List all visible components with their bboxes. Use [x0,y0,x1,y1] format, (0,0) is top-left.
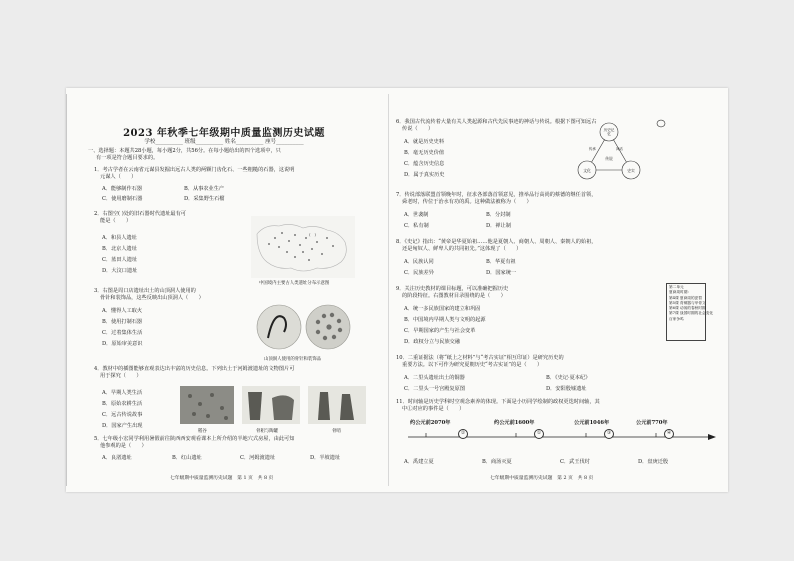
timeline-mark-3: ③ [604,429,614,439]
q4-stem: 4．教材中的插图能够直观表达出丰富的历史信息。下列出土于河姆渡遗址的文物图片可 [94,366,295,372]
ancient-human-sites-map [251,216,355,278]
timeline-label-1: 约公元前2070年 [410,420,451,426]
q5-stem: 5．七年级小宏同学利用暑假前往陕西西安观看课本上所介绍的半地穴式房屋，由此可知 [94,436,295,442]
artifact-caption-rice: 稻谷 [198,429,207,434]
q11-option-b[interactable]: B．商汤灭夏 [482,459,512,465]
q9-option-b[interactable]: B．中国境内早期人类与文明的起源 [404,317,486,323]
q4-option-d[interactable]: D．国家产生出现 [102,423,143,429]
q8-option-c[interactable]: C．民族差异 [404,270,434,276]
artifact-caption-bone-whistle: 骨哨 [332,429,341,434]
timeline-label-3: 公元前1046年 [574,420,610,426]
exam-title: 2023 年秋季七年级期中质量监测历史试题 [123,128,325,139]
bone-needle-and-ornaments-image [254,300,354,354]
q1-option-c[interactable]: C．使用磨制石器 [102,196,143,202]
q5-stem-cont: 他参观的是（ ） [100,443,147,449]
q10-option-a[interactable]: A．二里头遗址出土的铜器 [404,375,465,381]
q1-option-a[interactable]: A．能够制作石器 [102,186,143,192]
toc-line: 第5课 青铜器与甲骨文 [669,300,706,305]
q6-option-d[interactable]: D．属于真实历史 [404,172,445,178]
needle-caption: 山顶洞人使用的骨针和装饰品 [264,357,322,362]
q3-option-a[interactable]: A．懂得人工取火 [102,308,143,314]
timeline-mark-1: ① [534,429,544,439]
q7-stem-cont: 舜老时，传位于治水有功的禹。这种做法被称为（ ） [402,199,532,205]
q1-stem: 1．考古学者在云南省元谋县发掘出远古人类的两颗门齿化石、一些粗糙的石器，这说明 [94,167,295,173]
answer-circle-icon [656,119,666,128]
toc-line: 夏商周时期： [669,290,692,295]
q4-stem-cont: 用于探究（ ） [100,373,142,379]
q6-option-b[interactable]: B．毫无历史价值 [404,150,445,156]
q1-stem-cont: 元谋人（ ） [100,174,137,180]
q8-option-b[interactable]: B．华夏有祖 [486,259,516,265]
timeline-label-2: 约公元前1600年 [494,420,535,426]
q7-option-a[interactable]: A．世袭制 [404,212,429,218]
timeline-mark-2: ② [458,429,468,439]
q3-stem-cont: 骨针和装饰品，这些反映出山顶洞人（ ） [100,295,204,301]
q4-option-c[interactable]: C．远古传说故事 [102,412,143,418]
toc-line: 第二单元 [669,285,684,289]
q7-stem: 7．传说部落联盟首领晚年时，征求各部落首领意见，推举品行高尚的蔡德的继任首领， [396,192,597,198]
q4-option-b[interactable]: B．原始农耕生活 [102,401,143,407]
q8-option-d[interactable]: D．国家统一 [486,270,517,276]
q8-option-a[interactable]: A．民族认同 [404,259,434,265]
q9-stem: 9．关注历史教材的课目标题，可以准确把握历史 [396,286,509,292]
q5-option-d[interactable]: D．半坡遗址 [310,455,341,461]
triangle-top-node: 历史记忆 [603,128,615,136]
triangle-label-b: 传承 [589,147,596,151]
q2-stem: 2．右图空( )处的旧石器时代遗址最有可 [94,211,186,217]
section-heading-cont: 有一项是符合题目要求的。 [96,155,159,161]
triangle-left-node: 文化 [583,168,591,173]
q1-option-d[interactable]: D．采集野生石榴 [184,196,225,202]
myth-history-triangle-diagram [574,120,644,184]
q2-option-d[interactable]: D．大汶口遗址 [102,268,138,274]
q2-stem-cont: 能是（ ） [100,218,132,224]
textbook-toc-box [666,283,714,341]
toc-line: 第7课 战国时期的社会变化 [669,311,714,316]
q11-stem: 11．时间轴是历史学科时空观念素养的体现。下面是小历同学绘制的政权更迭时间轴，其 [396,399,600,405]
q10-option-b[interactable]: B．《史记·夏本纪》 [546,375,591,381]
q3-stem: 3．右图是周口店遗址出土的山顶洞人使用的 [94,288,196,294]
q10-option-d[interactable]: D．安阳殷墟遗址 [546,386,587,392]
q2-option-c[interactable]: C．蓝田人遗址 [102,257,138,263]
toc-line: 百家争鸣 [669,316,684,321]
q7-option-c[interactable]: C．私有制 [404,223,429,229]
exam-paper-spread [66,88,728,492]
q8-stem: 8．《史记》指出：“黄帝是华夏始祖……他是夏朝人、商朝人、周朝人、秦朝人的始祖， [396,239,597,245]
q3-option-c[interactable]: C．过着集体生活 [102,330,143,336]
page-1-footer: 七年级期中质量监测历史试题 第 1 页 共 8 页 [170,476,274,481]
page-fold-divider [388,94,389,486]
q2-option-a[interactable]: A．和县人遗址 [102,235,137,241]
q6-option-c[interactable]: C．蕴含历史信息 [404,161,445,167]
map-caption: 中国境内主要古人类遗址分布示意图 [259,281,330,286]
page-1 [66,88,382,492]
q8-stem-cont: 还是匈奴人、鲜卑人的共同祖先。”这体现了（ ） [402,246,522,252]
student-info-line: 学校__________ 班级__________ 姓名__________ 座号__________ [144,139,304,145]
q1-option-b[interactable]: B．从事农业生产 [184,186,225,192]
q2-option-b[interactable]: B．北京人遗址 [102,246,137,252]
q3-option-d[interactable]: D．原始审美意识 [102,341,143,347]
page-2-footer: 七年级期中质量监测历史试题 第 2 页 共 8 页 [490,476,594,481]
q6-stem-cont: 传说（ ） [402,126,434,132]
q9-option-c[interactable]: C．早期国家的产生与社会变革 [404,328,476,334]
q9-option-d[interactable]: D．政权分立与民族交融 [404,339,461,345]
timeline-mark-4: ④ [664,429,674,439]
q5-option-b[interactable]: B．红山遗址 [172,455,202,461]
q10-stem: 10．二重证据法（将“纸上之材料”与“考古实证”相互印证）是研究历史的 [396,355,564,361]
q7-option-b[interactable]: B．分封制 [486,212,511,218]
section-heading: 一、选择题：本题共28小题，每小题2分，共56分。在每小题给出的四个选项中，只 [88,148,281,154]
q6-stem: 6．我国古代流传着大量有关人类起源和古代先民事迹的神话与传说。根据下图可知远古 [396,119,597,125]
q10-stem-cont: 重要方法。以下可作为研究夏朝历史“考古实证”的是（ ） [402,362,543,368]
q11-option-d[interactable]: D．盘庚迁殷 [638,459,669,465]
toc-line: 第6课 动荡的春秋时期 [669,306,706,311]
q11-option-a[interactable]: A．禹建立夏 [404,459,434,465]
q4-option-a[interactable]: A．早期人类生活 [102,390,143,396]
q7-option-d[interactable]: D．禅让制 [486,223,511,229]
triangle-right-node: 史实 [627,168,635,173]
q9-option-a[interactable]: A．统一多民族国家的建立和巩固 [404,306,481,312]
toc-line: 第4课 夏商周的更替 [669,295,703,300]
q5-option-a[interactable]: A．良渚遗址 [102,455,132,461]
artifact-caption-bone-tool: 骨耜与陶罐 [256,429,278,434]
q5-option-c[interactable]: C．河姆渡遗址 [240,455,276,461]
q6-option-a[interactable]: A．就是历史史料 [404,139,445,145]
q9-stem-cont: 的阶段特征。右图教材目录围绕的是（ ） [402,293,506,299]
hemudu-artifacts-images [178,386,368,426]
triangle-center-label: 传说 [605,156,613,161]
q11-stem-cont: 中①对应的事件是（ ） [402,406,465,412]
timeline-label-4: 公元前770年 [636,420,668,426]
triangle-label-a: 神话 [616,147,623,151]
svg-text:( ): ( ) [309,232,317,237]
q10-option-c[interactable]: C．二里头一号宫殿复原图 [404,386,466,392]
q11-option-c[interactable]: C．武王伐纣 [560,459,590,465]
q3-option-b[interactable]: B．使用打制石器 [102,319,143,325]
